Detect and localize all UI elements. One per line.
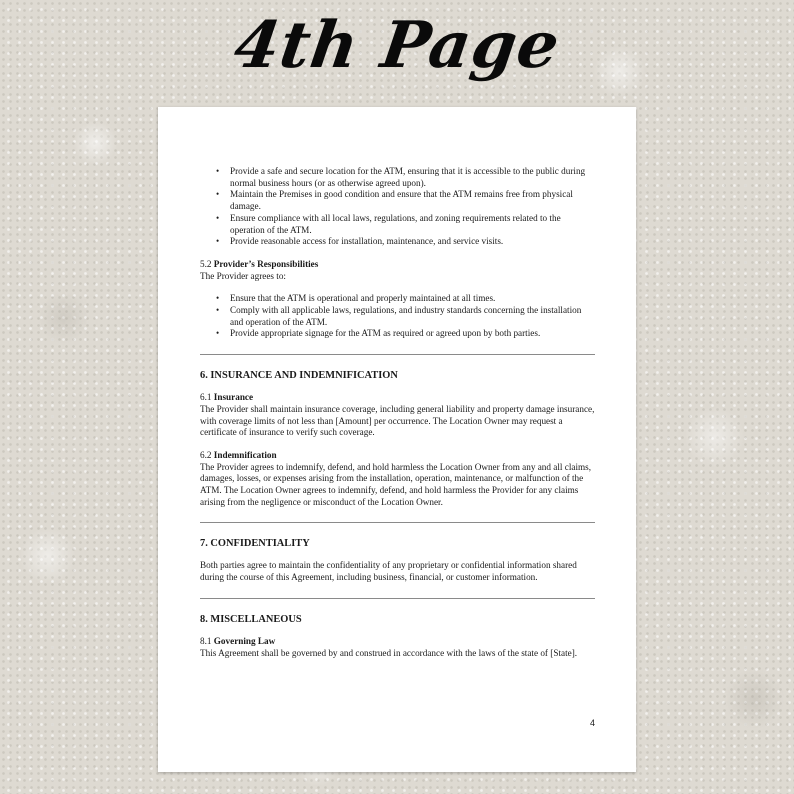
subsection-5-2-heading [200,259,595,271]
subsection-number: 5.2 [200,258,214,269]
page-number: 4 [589,718,595,728]
list-item: • Provide a safe and secure location for the ATM, ensuring that it is accessible to the public during normal business hours (or as otherwise agreed upon). [230,166,595,189]
section-7-title: 7. CONFIDENTIALITY [200,538,310,550]
list-item: • Provide reasonable access for installation, maintenance, and service visits. [230,236,595,248]
subsection-title: Provider’s Responsibilities [213,258,319,269]
provider-bullet-list [200,293,595,340]
subsection-6-2-body: The Provider agrees to indemnify, defend, and hold harmless the Location Owner from any and all claims, damages, losses, or expenses arising from the installation, operation, maintenance, or malfunction of the ATM. The Location Owner agrees to indemnify, defend, and hold harmless the Provider for any claims arising from the negligence or misconduct of the Location Owner. [200,461,592,507]
subsection-8-1-body: This Agreement shall be governed by and construed in accordance with the laws of the state of [State]. [200,647,578,658]
list-item: • Provide appropriate signage for the ATM as required or agreed upon by both parties. [230,328,595,340]
subsection-number: 8.1 [200,635,214,646]
list-item: • Ensure compliance with all local laws, regulations, and zoning requirements related to the operation of the ATM. [230,213,595,236]
subsection-number: 6.1 [200,392,214,403]
subsection-number: 6.2 [200,449,214,460]
subsection-8-1-heading [200,636,595,648]
subsection-title: Governing Law [213,635,276,646]
list-item: • Maintain the Premises in good condition and ensure that the ATM remains free from physical damage. [230,189,595,212]
subsection-5-2-intro: The Provider agrees to: [200,270,286,281]
subsection-6-2-heading [200,450,595,462]
subsection-title: Insurance [213,392,254,403]
section-8-title: 8. MISCELLANEOUS [200,613,302,625]
document-page [158,107,636,772]
list-item: • Ensure that the ATM is operational and properly maintained at all times. [230,293,595,305]
section-7-body: Both parties agree to maintain the confidentiality of any proprietary or confidential information shared during the course of this Agreement, including business, financial, or customer information. [200,560,577,583]
subsection-title: Indemnification [213,449,277,460]
subsection-6-1-body: The Provider shall maintain insurance coverage, including general liability and property damage insurance, with coverage limits of not less than [Amount] per occurrence. The Location Owner may request a certificate of insurance to verify such coverage. [200,403,595,438]
banner-title: 4th Page [229,8,565,83]
location-owner-bullet-list [200,166,595,248]
subsection-6-1-heading [200,392,595,404]
section-6-title: 6. INSURANCE AND INDEMNIFICATION [200,370,398,382]
list-item: • Comply with all applicable laws, regulations, and industry standards concerning the installation and operation of the ATM. [230,305,595,328]
